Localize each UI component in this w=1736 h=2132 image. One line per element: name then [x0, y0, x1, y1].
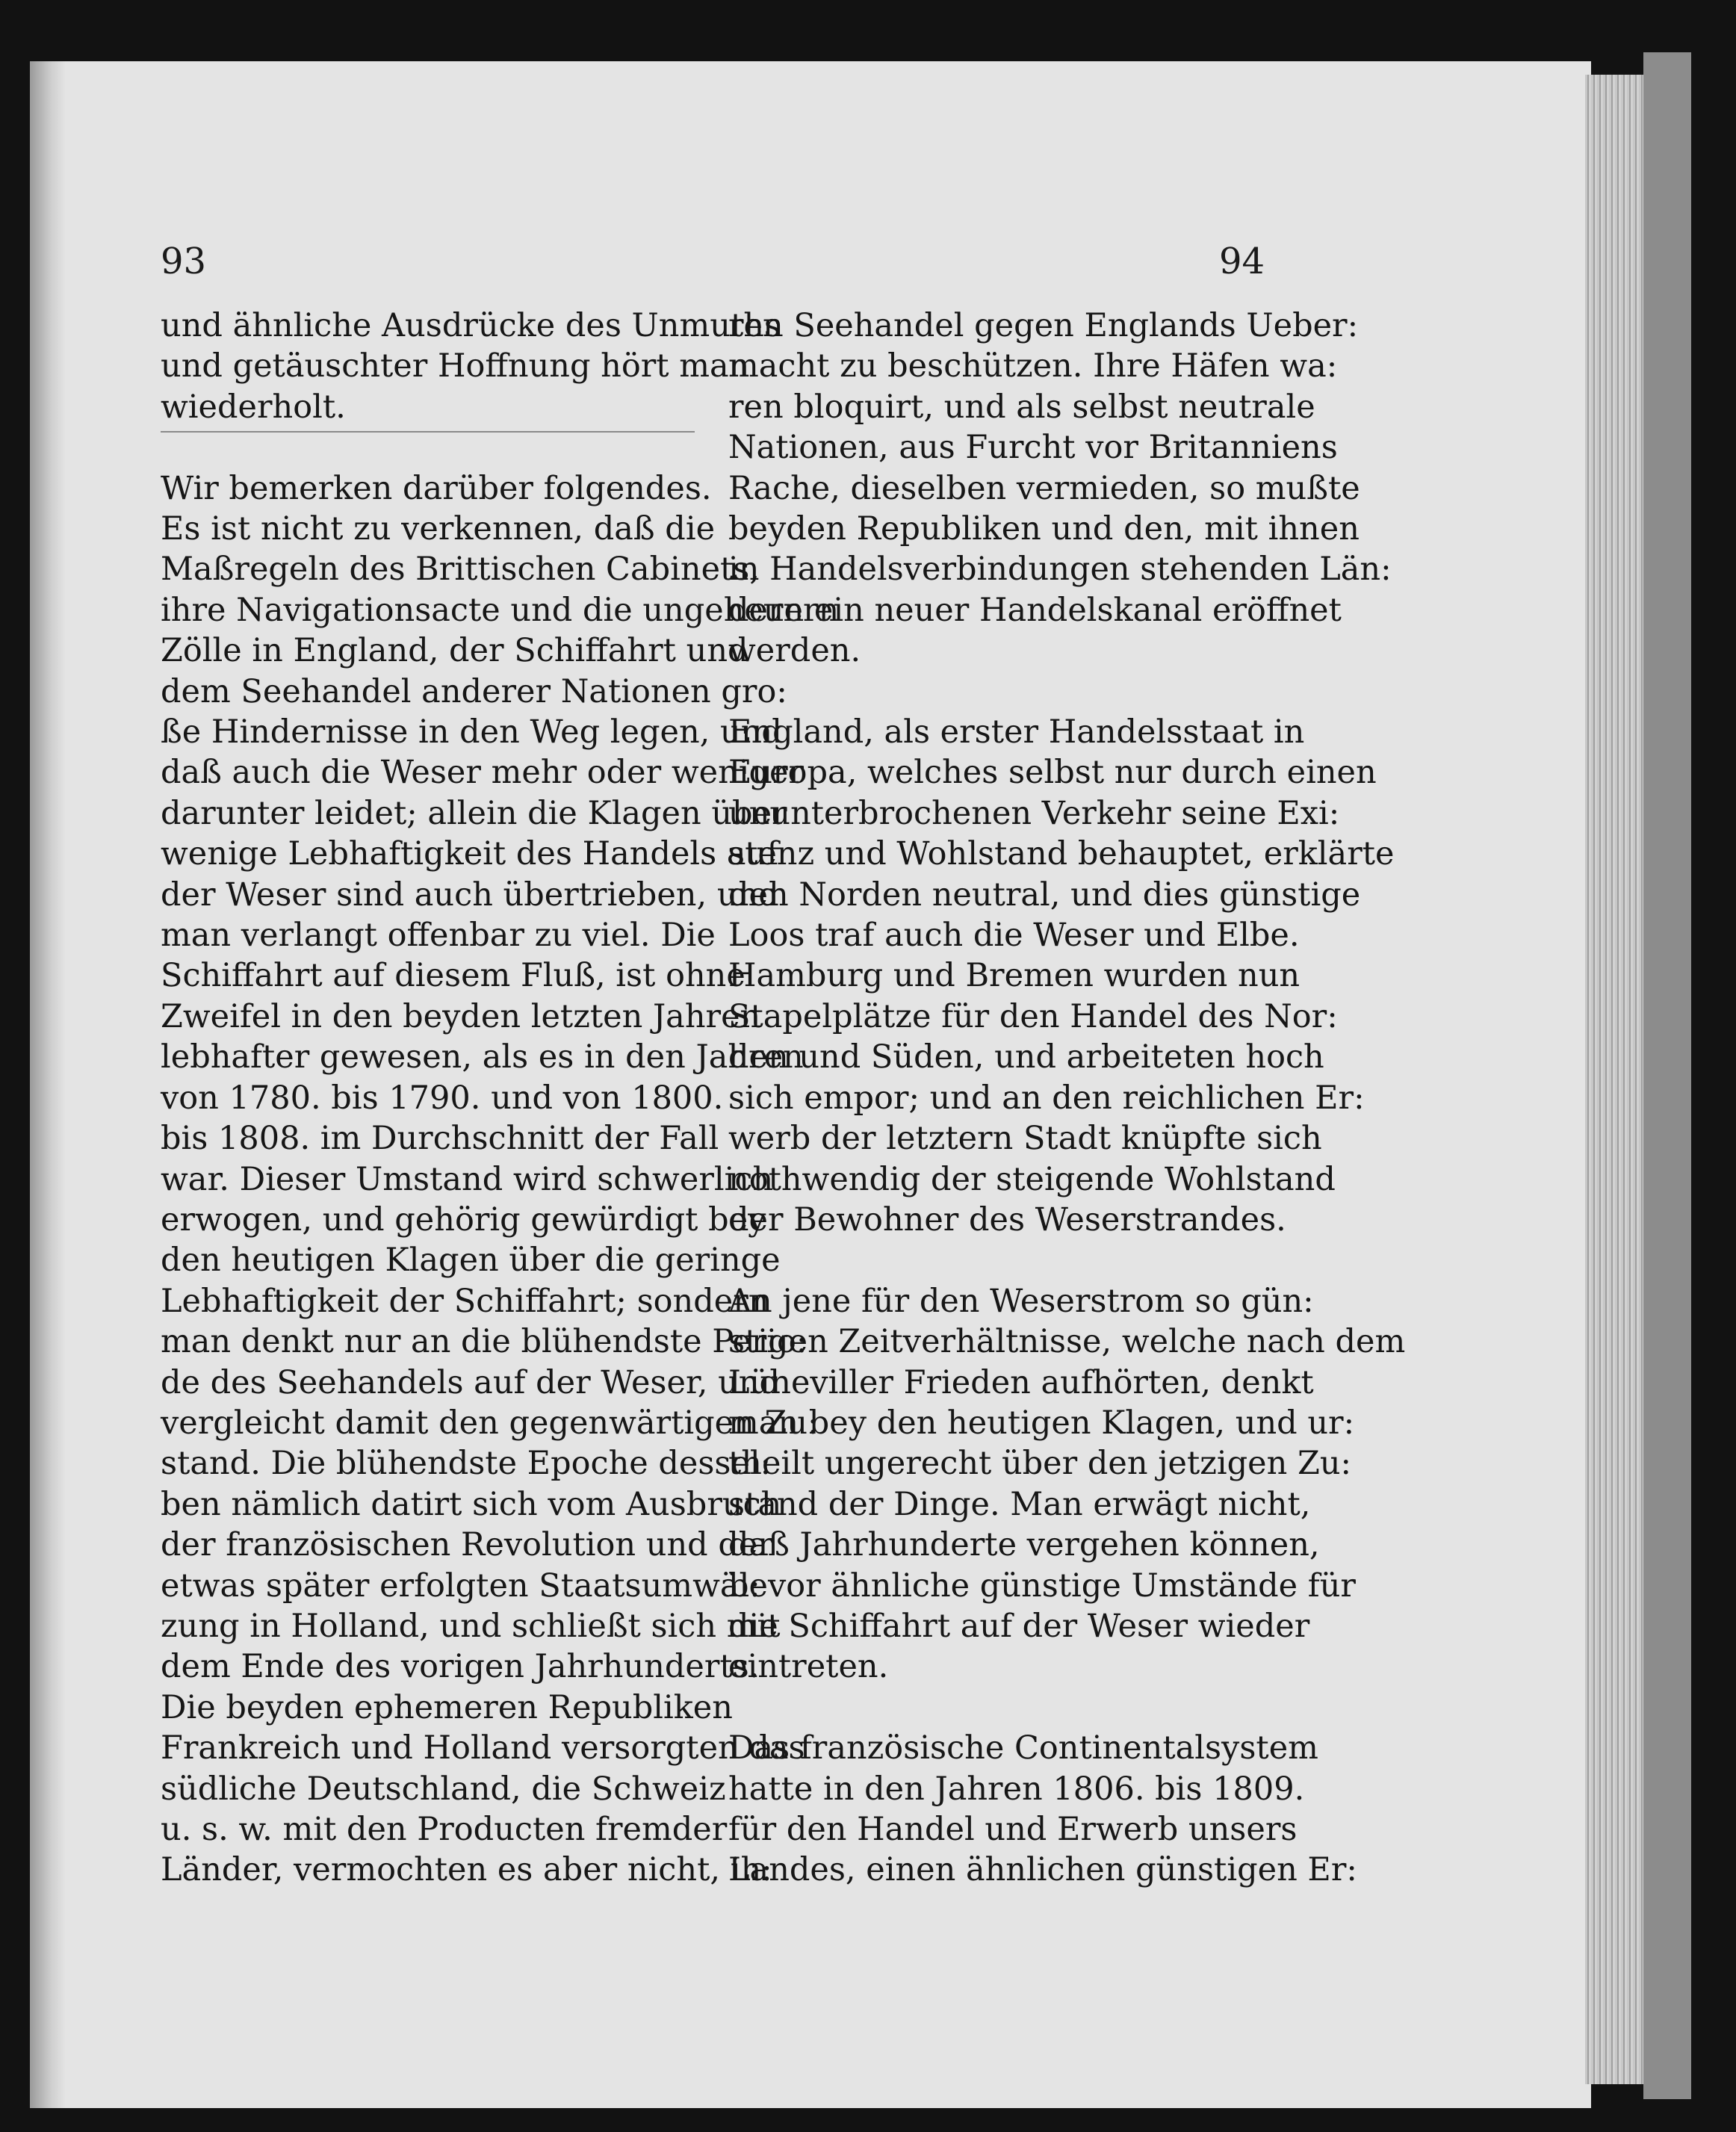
text-line: der Bewohner des Weserstrandes.: [728, 1200, 1286, 1239]
text-line: Nationen, aus Furcht vor Britanniens: [728, 429, 1338, 467]
text-line: stand der Dinge. Man erwägt nicht,: [728, 1485, 1311, 1523]
text-line: stigen Zeitverhältnisse, welche nach dem: [728, 1323, 1406, 1361]
text-line: und getäuschter Hoffnung hört man: [161, 347, 750, 385]
text-line: dem Ende des vorigen Jahrhunderts.: [161, 1648, 760, 1686]
text-line: Zölle in England, der Schiffahrt und: [161, 632, 748, 670]
spacer: [161, 427, 695, 468]
page-number-left: 93: [161, 241, 207, 282]
text-line: den heutigen Klagen über die geringe: [161, 1242, 781, 1280]
text-line: u. s. w. mit den Producten fremder: [161, 1811, 728, 1849]
text-line: Stapelplätze für den Handel des Nor:: [728, 997, 1338, 1035]
text-line: stand. Die blühendste Epoche dessel:: [161, 1445, 772, 1483]
spacer: [728, 672, 1260, 712]
text-line: England, als erster Handelsstaat in: [728, 713, 1305, 752]
book-cover: [1643, 52, 1691, 2099]
text-line: war. Dieser Umstand wird schwerlich: [161, 1160, 774, 1198]
text-line: Wir bemerken darüber folgendes.: [161, 469, 712, 507]
text-line: Die beyden ephemeren Republiken: [161, 1688, 733, 1726]
text-line: eintreten.: [728, 1648, 889, 1686]
text-line: ihre Navigationsacte und die ungeheuern: [161, 591, 840, 629]
text-line: Schiffahrt auf diesem Fluß, ist ohne: [161, 957, 745, 995]
text-line: darunter leidet; allein die Klagen über: [161, 794, 787, 832]
right-paragraph-4: [728, 1728, 1357, 1891]
spacer: [728, 1240, 1260, 1280]
text-line: für den Handel und Erwerb unsers: [728, 1810, 1298, 1848]
text-line: Europa, welches selbst nur durch einen: [728, 754, 1377, 792]
text-line: theilt ungerecht über den jetzigen Zu:: [728, 1445, 1352, 1483]
text-line: daß Jahrhunderte vergehen können,: [728, 1526, 1320, 1564]
text-line: der Weser sind auch übertrieben, und: [161, 876, 779, 914]
text-line: Maßregeln des Brittischen Cabinets,: [161, 551, 760, 589]
text-line: südliche Deutschland, die Schweiz: [161, 1770, 726, 1808]
text-line: Landes, einen ähnlichen günstigen Er:: [728, 1851, 1357, 1889]
text-line: Loos traf auch die Weser und Elbe.: [728, 917, 1300, 955]
text-line: Zweifel in den beyden letzten Jahren: [161, 997, 761, 1035]
text-line: Rache, dieselben vermieden, so mußte: [728, 469, 1360, 507]
text-line: nothwendig der steigende Wohlstand: [728, 1160, 1336, 1198]
text-line: und ähnliche Ausdrücke des Unmuths: [161, 307, 781, 344]
text-line: bevor ähnliche günstige Umstände für: [728, 1567, 1356, 1605]
text-line: zung in Holland, und schließt sich mit: [161, 1607, 781, 1645]
text-line: bis 1808. im Durchschnitt der Fall: [161, 1120, 719, 1158]
left-paragraph-top: [161, 306, 781, 427]
text-line: Hamburg und Bremen wurden nun: [728, 957, 1301, 995]
text-line: de des Seehandels auf der Weser, und: [161, 1363, 781, 1401]
text-line: man bey den heutigen Klagen, und ur:: [728, 1404, 1355, 1442]
text-line: Es ist nicht zu verkennen, daß die: [161, 510, 716, 548]
text-line: man denkt nur an die blühendste Perio:: [161, 1323, 807, 1361]
text-line: hatte in den Jahren 1806. bis 1809.: [728, 1770, 1305, 1808]
text-line: Lüneviller Frieden aufhörten, denkt: [728, 1363, 1314, 1401]
text-line: ununterbrochenen Verkehr seine Exi:: [728, 794, 1340, 832]
text-line: sich empor; und an den reichlichen Er:: [728, 1079, 1365, 1117]
text-line: ren Seehandel gegen Englands Ueber:: [728, 307, 1359, 344]
right-paragraph-2: [728, 712, 1395, 1240]
text-line: daß auch die Weser mehr oder weniger: [161, 754, 805, 792]
text-line: der französischen Revolution und der: [161, 1526, 773, 1564]
text-line: etwas später erfolgten Staatsumwäl:: [161, 1567, 760, 1605]
text-line: von 1780. bis 1790. und von 1800.: [161, 1079, 724, 1117]
text-line: wiederholt.: [161, 388, 346, 426]
page-number-right: 94: [1219, 241, 1265, 282]
text-line: werden.: [728, 632, 861, 670]
text-line: man verlangt offenbar zu viel. Die: [161, 917, 716, 955]
text-line: werb der letztern Stadt knüpfte sich: [728, 1120, 1322, 1158]
text-line: beyden Republiken und den, mit ihnen: [728, 510, 1360, 548]
text-line: dern ein neuer Handelskanal eröffnet: [728, 591, 1342, 629]
right-column: [728, 306, 1406, 1891]
text-line: wenige Lebhaftigkeit des Handels auf: [161, 835, 779, 873]
text-line: die Schiffahrt auf der Weser wieder: [728, 1607, 1310, 1645]
right-paragraph-1: [728, 306, 1392, 672]
text-line: ren bloquirt, und als selbst neutrale: [728, 388, 1315, 426]
text-line: den Norden neutral, und dies günstige: [728, 876, 1361, 914]
text-line: dem Seehandel anderer Nationen gro:: [161, 672, 787, 710]
text-line: Länder, vermochten es aber nicht, ih:: [161, 1851, 772, 1889]
spacer: [728, 1688, 1260, 1728]
text-line: ben nämlich datirt sich vom Ausbruch: [161, 1485, 782, 1523]
text-line: macht zu beschützen. Ihre Häfen wa:: [728, 347, 1338, 385]
text-line: in Handelsverbindungen stehenden Län:: [728, 551, 1392, 589]
text-line: vergleicht damit den gegenwärtigen Zu:: [161, 1404, 819, 1442]
text-line: ße Hindernisse in den Weg legen, und: [161, 713, 782, 752]
text-line: An jene für den Weserstrom so gün:: [728, 1282, 1314, 1320]
book-gutter: [30, 61, 66, 2108]
text-line: den und Süden, und arbeiteten hoch: [728, 1038, 1324, 1076]
text-line: stenz und Wohlstand behauptet, erklärte: [728, 835, 1395, 873]
text-line: Lebhaftigkeit der Schiffahrt; sondern: [161, 1282, 769, 1320]
text-line: erwogen, und gehörig gewürdigt bey: [161, 1200, 766, 1239]
right-paragraph-3: [728, 1281, 1406, 1688]
text-line: Frankreich und Holland versorgten das: [161, 1729, 805, 1767]
text-line: Das französische Continentalsystem: [728, 1729, 1318, 1767]
text-line: lebhafter gewesen, als es in den Jahren: [161, 1038, 804, 1076]
